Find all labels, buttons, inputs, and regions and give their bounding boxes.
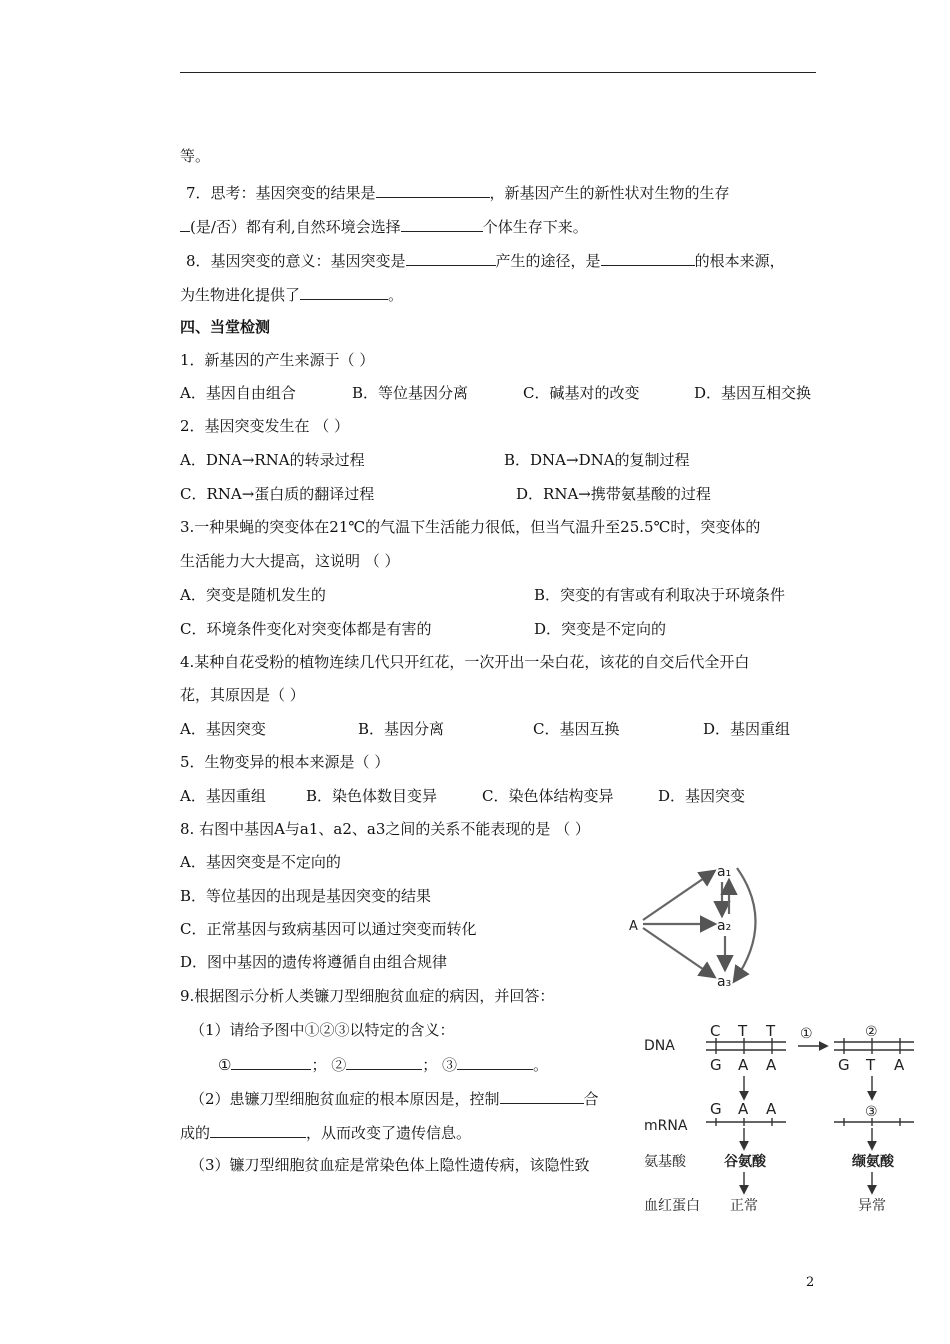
blank[interactable] [231, 1053, 311, 1070]
gene-a2-label: a₂ [717, 918, 732, 934]
mark-2: ② [865, 1024, 878, 1040]
option-a[interactable]: A．基因自由组合 [180, 384, 296, 402]
hemoglobin-normal: 正常 [730, 1198, 758, 1214]
row-label-amino-acid: 氨基酸 [644, 1154, 686, 1170]
text-line: 等。 [180, 147, 211, 165]
question-8-line2: 为生物进化提供了 。 [180, 283, 403, 305]
blank[interactable] [300, 283, 388, 300]
base: G [838, 1056, 850, 1074]
amino-acid-normal: 谷氨酸 [724, 1154, 766, 1170]
gene-mutation-diagram [625, 858, 775, 990]
option-b[interactable]: B．等位基因分离 [352, 384, 469, 402]
base: G [710, 1056, 722, 1074]
option-d[interactable]: D．基因互相交换 [694, 384, 812, 402]
question-5: 5．生物变异的根本来源是（ ） [180, 753, 390, 771]
base: G [710, 1100, 722, 1118]
option-d[interactable]: D．突变是不定向的 [534, 620, 667, 638]
amino-acid-mutant: 缬氨酸 [852, 1154, 894, 1170]
question-9-part2-line2: 成的 ，从而改变了遗传信息。 [180, 1121, 471, 1143]
option-b[interactable]: B．基因分离 [358, 720, 445, 738]
option-c[interactable]: C．RNA→蛋白质的翻译过程 [180, 485, 375, 503]
row-label-mrna: mRNA [644, 1118, 688, 1134]
blank[interactable] [346, 1053, 422, 1070]
question-8-line1: 8．基因突变的意义：基因突变是 产生的途径，是 的根本来源， [186, 249, 785, 271]
blank[interactable] [500, 1087, 584, 1104]
base: C [710, 1022, 721, 1040]
option-b[interactable]: B．DNA→DNA的复制过程 [504, 451, 690, 469]
arrow-a1-to-a3 [735, 868, 756, 980]
option-d[interactable]: D．图中基因的遗传将遵循自由组合规律 [180, 953, 448, 971]
option-a[interactable]: A．基因重组 [180, 787, 266, 805]
question-7-line1: 7．思考：基因突变的结果是 ，新基因产生的新性状对生物的生存 [186, 181, 730, 203]
option-a[interactable]: A．突变是随机发生的 [180, 586, 326, 604]
question-9-blanks: ① ； ② ； ③ 。 [218, 1053, 548, 1075]
header-rule [180, 72, 816, 73]
arrow-a-to-a3 [643, 928, 713, 976]
blank[interactable] [401, 215, 483, 232]
gene-a3-label: a₃ [717, 974, 732, 990]
option-a[interactable]: A．基因突变 [180, 720, 266, 738]
blank[interactable] [601, 249, 695, 266]
question-3-line2: 生活能力大大提高，这说明 （ ） [180, 552, 400, 570]
option-b[interactable]: B．染色体数目变异 [306, 787, 438, 805]
option-a[interactable]: A．DNA→RNA的转录过程 [180, 451, 365, 469]
page-number: 2 [806, 1275, 815, 1290]
base: T [766, 1022, 776, 1040]
hemoglobin-abnormal: 异常 [858, 1198, 886, 1214]
arrow-a-to-a1 [643, 872, 713, 920]
option-c[interactable]: C．正常基因与致病基因可以通过突变而转化 [180, 920, 477, 938]
option-c[interactable]: C．基因互换 [533, 720, 620, 738]
section-heading: 四、当堂检测 [180, 318, 271, 336]
option-c[interactable]: C．碱基对的改变 [523, 384, 640, 402]
option-c[interactable]: C．环境条件变化对突变体都是有害的 [180, 620, 432, 638]
base: A [766, 1100, 777, 1118]
option-d[interactable]: D．基因突变 [658, 787, 746, 805]
blank[interactable] [457, 1053, 533, 1070]
option-d[interactable]: D．RNA→携带氨基酸的过程 [516, 485, 711, 503]
base: A [894, 1056, 905, 1074]
question-9: 9.根据图示分析人类镰刀型细胞贫血症的病因，并回答： [180, 987, 555, 1005]
gene-a1-label: a₁ [717, 864, 732, 880]
question-9-part3: （3）镰刀型细胞贫血症是常染色体上隐性遗传病，该隐性致 [190, 1156, 590, 1174]
question-9-part2-line1: （2）患镰刀型细胞贫血症的根本原因是，控制 合 [190, 1087, 599, 1109]
question-4-line1: 4.某种自花受粉的植物连续几代只开红花，一次开出一朵白花，该花的自交后代全开白 [180, 653, 750, 671]
blank[interactable] [210, 1121, 306, 1138]
question-9-part1: （1）请给予图中①②③以特定的含义： [190, 1021, 455, 1039]
base: A [738, 1100, 749, 1118]
question-4-line2: 花，其原因是（ ） [180, 686, 305, 704]
option-c[interactable]: C．染色体结构变异 [482, 787, 614, 805]
blank[interactable] [406, 249, 496, 266]
option-d[interactable]: D．基因重组 [703, 720, 791, 738]
mark-1: ① [800, 1026, 813, 1042]
blank[interactable] [376, 181, 490, 198]
option-b[interactable]: B．等位基因的出现是基因突变的结果 [180, 887, 432, 905]
row-label-hemoglobin: 血红蛋白 [644, 1198, 700, 1214]
blank[interactable] [180, 215, 190, 232]
question-2: 2．基因突变发生在 （ ） [180, 417, 350, 435]
sickle-cell-diagram [640, 1018, 920, 1218]
option-b[interactable]: B．突变的有害或有利取决于环境条件 [534, 586, 786, 604]
question-1: 1．新基因的产生来源于（ ） [180, 351, 375, 369]
base: A [738, 1056, 749, 1074]
base: T [866, 1056, 876, 1074]
gene-a-label: A [629, 919, 638, 934]
mark-3: ③ [865, 1104, 878, 1120]
base: A [766, 1056, 777, 1074]
row-label-dna: DNA [644, 1038, 675, 1054]
base: T [738, 1022, 748, 1040]
question-7-line2: (是/否）都有利,自然环境会选择 个体生存下来。 [180, 215, 588, 237]
option-a[interactable]: A．基因突变是不定向的 [180, 853, 341, 871]
question-3-line1: 3.一种果蝇的突变体在21℃的气温下生活能力很低，但当气温升至25.5℃时，突变体的 [180, 518, 761, 536]
question-8b: 8. 右图中基因A与a1、a2、a3之间的关系不能表现的是 （ ） [180, 820, 590, 838]
